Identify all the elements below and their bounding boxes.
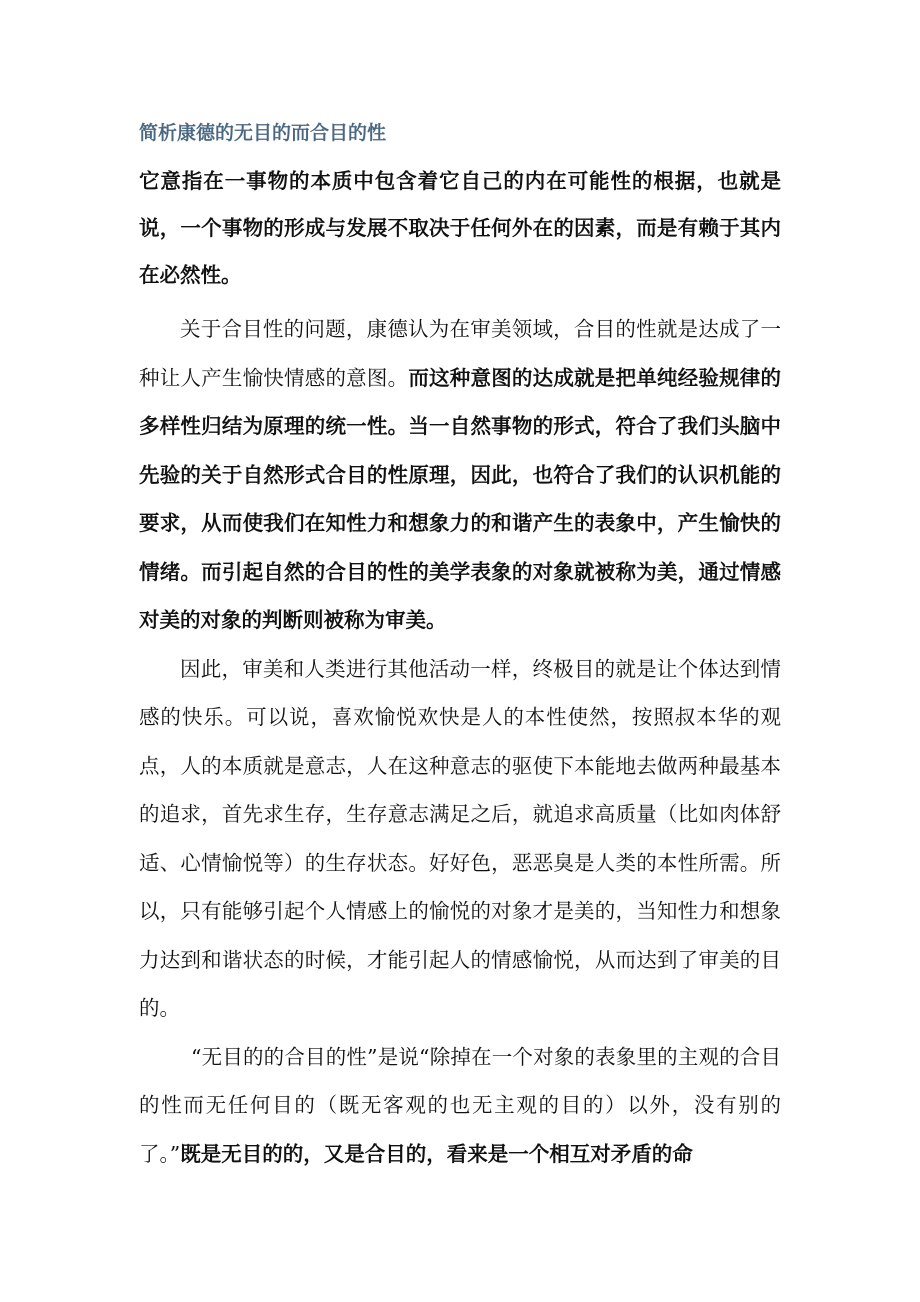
paragraph-purposeless-normal: “无目的的合目的性”是说“除掉在一个对象的表象里的主观的合目的性而无任何目的（既无客观的也无主观的目的）以外，没有别的了。”: [139, 1044, 781, 1166]
paragraph-purposeless-purposiveness: [139, 1033, 781, 1179]
intro-paragraph: 它意指在一事物的本质中包含着它自己的内在可能性的根据，也就是说，一个事物的形成与发展不取决于任何外在的因素，而是有赖于其内在必然性。: [139, 169, 781, 287]
paragraph-purposiveness-normal: 关于合目性的问题，康德认为在审美领域，合目的性就是达成了一种让人产生愉快情感的意图。: [139, 317, 781, 390]
document-title: 简析康德的无目的而合目的性: [139, 122, 387, 144]
paragraph-purposiveness: [139, 305, 781, 645]
paragraph-purposiveness-bold: 而这种意图的达成就是把单纯经验规律的多样性归结为原理的统一性。当一自然事物的形式，符合了我们头脑中先验的关于自然形式合目的性原理，因此，也符合了我们的认识机能的要求，从而使我们在知性力和想象力的和谐产生的表象中，产生愉快的情绪。而引起自然的合目的性的美学表象的对象就被称为美，通过情感对美的对象的判断则被称为审美。: [139, 365, 782, 632]
paragraph-aesthetic-pleasure: 因此，审美和人类进行其他活动一样，终极目的就是让个体达到情感的快乐。可以说，喜欢愉悦欢快是人的本性使然，按照叔本华的观点，人的本质就是意志，人在这种意志的驱使下本能地去做两种最基本的追求，首先求生存，生存意志满足之后，就追求高质量（比如肉体舒适、心情愉悦等）的生存状态。好好色，恶恶臭是人类的本性所需。所以，只有能够引起个人情感上的愉悦的对象才是美的，当知性力和想象力达到和谐状态的时候，才能引起人的情感愉悦，从而达到了审美的目的。: [139, 656, 781, 1020]
paragraph-purposeless-bold: 既是无目的的，又是合目的，看来是一个相互对矛盾的命: [180, 1141, 693, 1166]
document-page: [139, 118, 781, 1178]
